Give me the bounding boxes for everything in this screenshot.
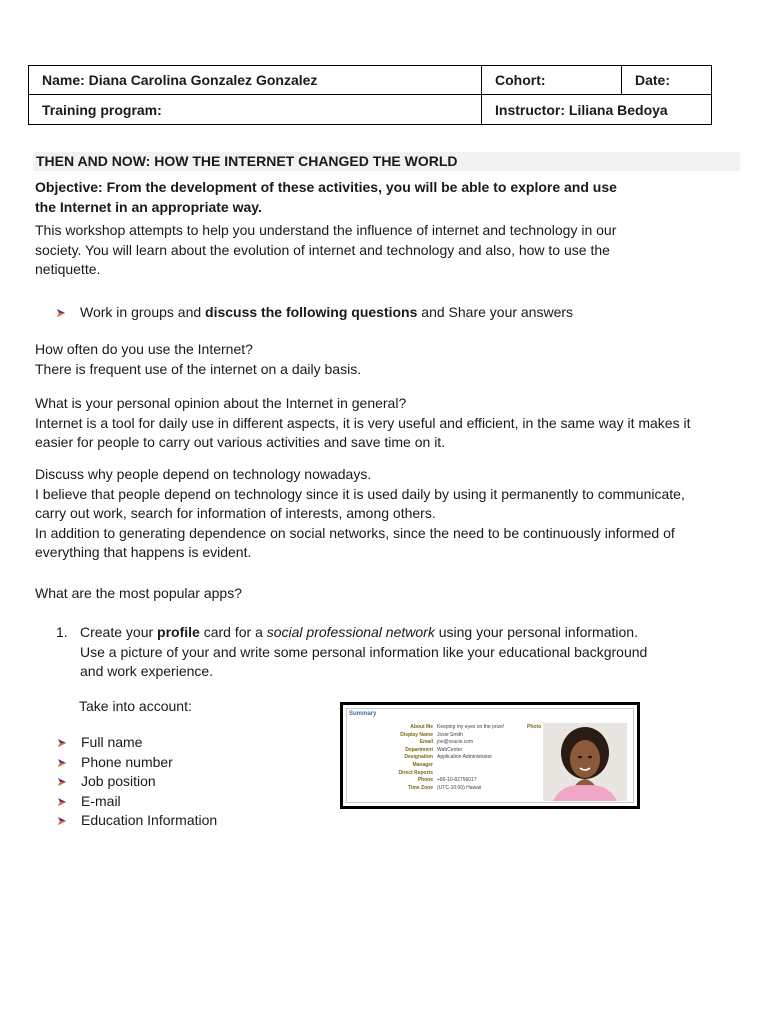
answer-3-line-2: carry out work, search for information of interests, among others. — [35, 505, 436, 521]
checklist — [56, 733, 316, 833]
work-bullet — [55, 303, 655, 323]
intro-line-1: This workshop attempts to help you understand the influence of internet and technology in our — [35, 222, 617, 238]
checklist-item — [56, 772, 306, 792]
checklist-item — [56, 733, 306, 753]
task-line-2: Use a picture of your and write some personal information like your educational background — [80, 643, 648, 660]
arrow-bullet-icon — [56, 815, 68, 827]
checklist-item-label: Full name — [81, 734, 143, 750]
answer-3-line-3: In addition to generating dependence on social networks, since the need to be continuously informed of — [35, 524, 675, 541]
objective — [35, 177, 675, 217]
checklist-item-label: Phone number — [81, 753, 173, 770]
profile-card-image — [340, 702, 640, 809]
intro-line-3: netiquette. — [35, 261, 101, 277]
arrow-bullet-icon — [56, 757, 68, 769]
card-field-label: Display Name — [400, 731, 433, 738]
arrow-bullet-icon — [56, 737, 68, 749]
checklist-item-label: Education Information — [81, 812, 218, 828]
question-3: Discuss why people depend on technology nowadays. — [35, 466, 372, 482]
answer-2-line-2: easier for people to carry out various activities and save time on it. — [35, 434, 446, 450]
checklist-item — [56, 811, 306, 831]
summary-label: Summary — [349, 711, 377, 717]
card-field-label: Department — [405, 746, 433, 753]
arrow-bullet-icon — [55, 307, 67, 319]
answer-3-line-4: everything that happens is evident. — [35, 544, 252, 560]
page-title: THEN AND NOW: HOW THE INTERNET CHANGED THE WORLD — [33, 152, 740, 171]
card-field-label: Email — [419, 739, 433, 746]
answer-1: There is frequent use of the internet on a daily basis. — [35, 360, 362, 377]
card-field-value: Keeping my eyes on the prize! — [437, 724, 505, 730]
date-cell: Date: — [622, 66, 712, 95]
qa-block-1 — [35, 340, 361, 379]
intro-paragraph — [35, 221, 616, 280]
answer-3-line-1: I believe that people depend on technology since it is used daily by using it permanently to communicate, — [35, 485, 685, 502]
name-cell: Name: Diana Carolina Gonzalez Gonzalez — [29, 66, 482, 95]
objective-line-1: Objective: From the development of these activities, you will be able to explore and use — [35, 179, 617, 195]
card-field-label: Designation — [404, 754, 433, 761]
cohort-cell: Cohort: — [482, 66, 622, 95]
work-text-after: and Share your answers — [417, 304, 574, 320]
task-line-3: and work experience. — [80, 663, 214, 679]
work-text-bold: discuss the following questions — [205, 304, 418, 320]
question-4: What are the most popular apps? — [35, 585, 243, 601]
task-text: Create your profile card for a social professional network using your personal information. Use a picture of your and write some personal information like your educational background and work experience. — [80, 623, 720, 682]
photo-label: Photo — [527, 724, 542, 730]
checklist-item-label: Job position — [81, 773, 156, 789]
network-italic: social professional network — [266, 624, 435, 640]
header-table — [28, 65, 712, 125]
training-cell: Training program: — [29, 95, 482, 125]
card-field-label: Phone — [417, 777, 433, 784]
card-field-value: (UTC-10:00) Hawaii — [437, 784, 482, 791]
card-field-label: Direct Reports — [398, 769, 433, 776]
qa-block-3 — [35, 465, 685, 563]
task-number: 1. — [56, 624, 68, 640]
instructor-cell: Instructor: Liliana Bedoya — [482, 95, 712, 125]
card-field-label: Time Zone — [408, 784, 433, 791]
take-into-account: Take into account: — [79, 698, 192, 714]
arrow-bullet-icon — [56, 776, 68, 788]
checklist-item — [56, 792, 306, 812]
person-photo-icon — [543, 723, 627, 801]
checklist-item-label: E-mail — [81, 792, 121, 809]
answer-2-line-1: Internet is a tool for daily use in different aspects, it is very useful and efficient, in the same way it makes it — [35, 414, 691, 431]
intro-line-2: society. You will learn about the evolution of internet and technology and also, how to use the — [35, 241, 610, 258]
question-2: What is your personal opinion about the Internet in general? — [35, 395, 407, 411]
objective-line-2: the Internet in an appropriate way. — [35, 199, 262, 215]
profile-photo — [543, 723, 627, 801]
card-field-label: Manager — [412, 762, 433, 768]
card-field-label: About Me — [410, 724, 433, 730]
card-field-value: Josie Smith — [437, 731, 463, 738]
card-field-value: WebCenter — [437, 746, 463, 753]
card-field-value: joe@oracle.com — [437, 739, 474, 746]
profile-bold: profile — [157, 624, 200, 640]
question-1: How often do you use the Internet? — [35, 341, 253, 357]
card-field-value: Application Administrator — [437, 754, 493, 761]
work-text-before: Work in groups and — [80, 304, 206, 320]
qa-block-2 — [35, 394, 690, 453]
checklist-item — [56, 753, 306, 773]
arrow-bullet-icon — [56, 796, 68, 808]
card-field-value: +86-10-82756017 — [437, 777, 477, 784]
